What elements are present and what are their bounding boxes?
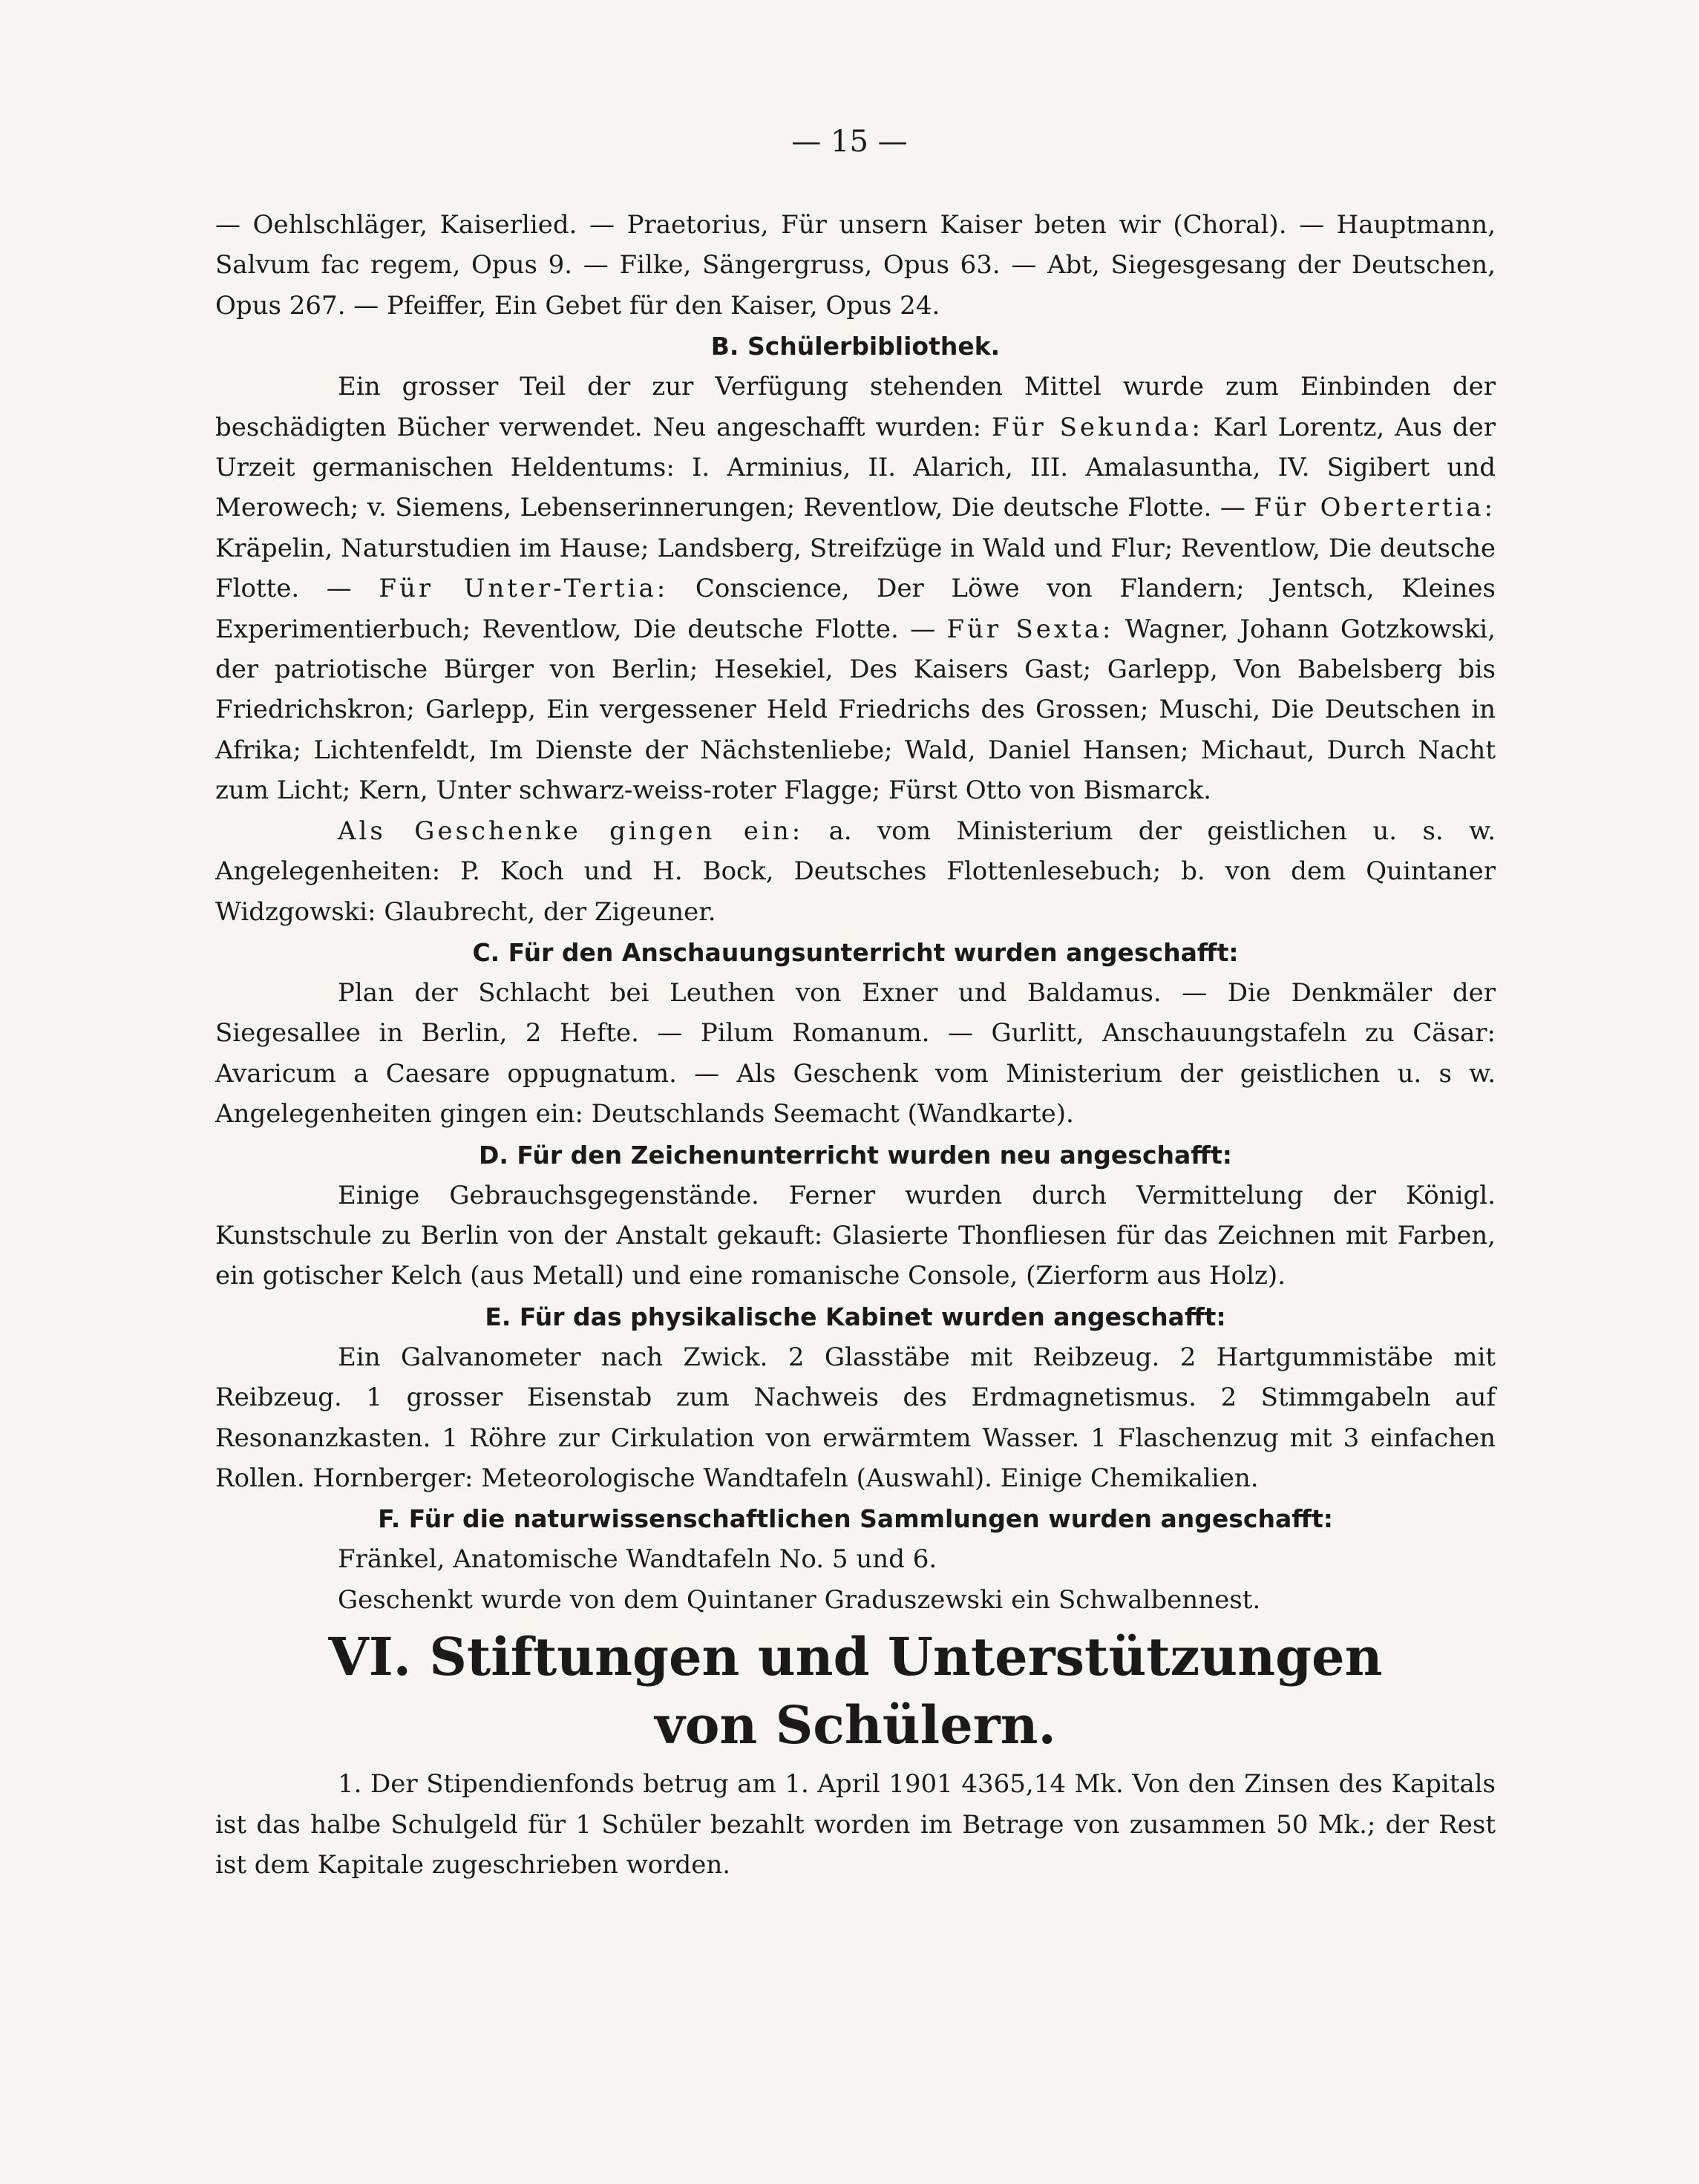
page-number: — 15 —	[791, 125, 908, 159]
chapter-title-line-2: von Schülern.	[655, 1694, 1056, 1757]
section-b-gifts-paragraph: Als Geschenke gingen ein: a. vom Ministerium der geistlichen u. s. w. Angelegenheiten: P. Koch und H. Bock, Deutsches Flottenlesebuch; b. von dem Quintaner Widzgowski: Glaubrecht, der Zigeuner.	[215, 816, 1496, 927]
chapter-title	[215, 1623, 1496, 1760]
chapter-paragraph: 1. Der Stipendienfonds betrug am 1. April 1901 4365,14 Mk. Von den Zinsen des Kapitals ist das halbe Schulgeld für 1 Schüler bezahlt worden im Betrage von zusammen 50 Mk.; der Rest ist dem Kapitale zugeschrieben worden.	[215, 1769, 1496, 1880]
section-f-paragraph-1: Fränkel, Anatomische Wandtafeln No. 5 und 6.	[338, 1544, 937, 1575]
section-b-heading: B. Schülerbibliothek.	[710, 332, 1001, 361]
section-e-heading: E. Für das physikalische Kabinet wurden angeschafft:	[485, 1302, 1226, 1331]
section-c-paragraph: Plan der Schlacht bei Leuthen von Exner und Baldamus. — Die Denkmäler der Siegesallee in Berlin, 2 Hefte. — Pilum Romanum. — Gurlitt, Anschauungstafeln zu Cäsar: Avaricum a Caesare oppugnatum. — Als Geschenk vom Ministerium der geistlichen u. s w. Angelegenheiten gingen ein: Deutschlands Seemacht (Wandkarte).	[215, 977, 1496, 1129]
section-e-paragraph: Ein Galvanometer nach Zwick. 2 Glasstäbe mit Reibzeug. 2 Hartgummistäbe mit Reibzeug. 1 grosser Eisenstab zum Nachweis des Erdmagnetismus. 2 Stimmgabeln auf Resonanzkasten. 1 Röhre zur Cirkulation von erwärmtem Wasser. 1 Flaschenzug mit 3 einfachen Rollen. Hornberger: Meteorologische Wandtafeln (Auswahl). Einige Chemikalien.	[215, 1342, 1496, 1493]
section-d-heading: D. Für den Zeichenunterricht wurden neu angeschafft:	[479, 1140, 1232, 1170]
section-f-paragraph-2: Geschenkt wurde von dem Quintaner Graduszewski ein Schwalbennest.	[338, 1584, 1261, 1615]
chapter-title-line-1: VI. Stiftungen und Unterstützungen	[328, 1626, 1383, 1688]
section-c-heading: C. Für den Anschauungsunterricht wurden angeschafft:	[472, 937, 1239, 967]
music-list-paragraph: — Oehlschläger, Kaiserlied. — Praetorius, Für unsern Kaiser beten wir (Choral). — Hauptmann, Salvum fac regem, Opus 9. — Filke, Sängergruss, Opus 63. — Abt, Siegesgesang der Deutschen, Opus 267. — Pfeiffer, Ein Gebet für den Kaiser, Opus 24.	[215, 210, 1496, 321]
section-b-paragraph: Ein grosser Teil der zur Verfügung stehenden Mittel wurde zum Einbinden der beschädigten Bücher verwendet. Neu angeschafft wurden: Für Sekunda: Karl Lorentz, Aus der Urzeit germanischen Heldentums: I. Arminius, II. Alarich, III. Amalasuntha, IV. Sigibert und Merowech; v. Siemens, Lebenserinnerungen; Reventlow, Die deutsche Flotte. — Für Obertertia: Kräpelin, Naturstudien im Hause; Landsberg, Streifzüge in Wald und Flur; Reventlow, Die deutsche Flotte. — Für Unter-Tertia: Conscience, Der Löwe von Flandern; Jentsch, Kleines Experimentierbuch; Reventlow, Die deutsche Flotte. — Für Sexta: Wagner, Johann Gotzkowski, der patriotische Bürger von Berlin; Hesekiel, Des Kaisers Gast; Garlepp, Von Babelsberg bis Friedrichskron; Garlepp, Ein vergessener Held Friedrichs des Grossen; Muschi, Die Deutschen in Afrika; Lichtenfeldt, Im Dienste der Nächstenliebe; Wald, Daniel Hansen; Michaut, Durch Nacht zum Licht; Kern, Unter schwarz-weiss-roter Flagge; Fürst Otto von Bismarck.	[215, 372, 1496, 806]
body-text	[215, 205, 1496, 1885]
section-f-heading: F. Für die naturwissenschaftlichen Sammlungen wurden angeschafft:	[378, 1504, 1333, 1534]
section-d-paragraph: Einige Gebrauchsgegenstände. Ferner wurden durch Vermittelung der Königl. Kunstschule zu Berlin von der Anstalt gekauft: Glasierte Thonfliesen für das Zeichnen mit Farben, ein gotischer Kelch (aus Metall) und eine romanische Console, (Zierform aus Holz).	[215, 1180, 1496, 1291]
